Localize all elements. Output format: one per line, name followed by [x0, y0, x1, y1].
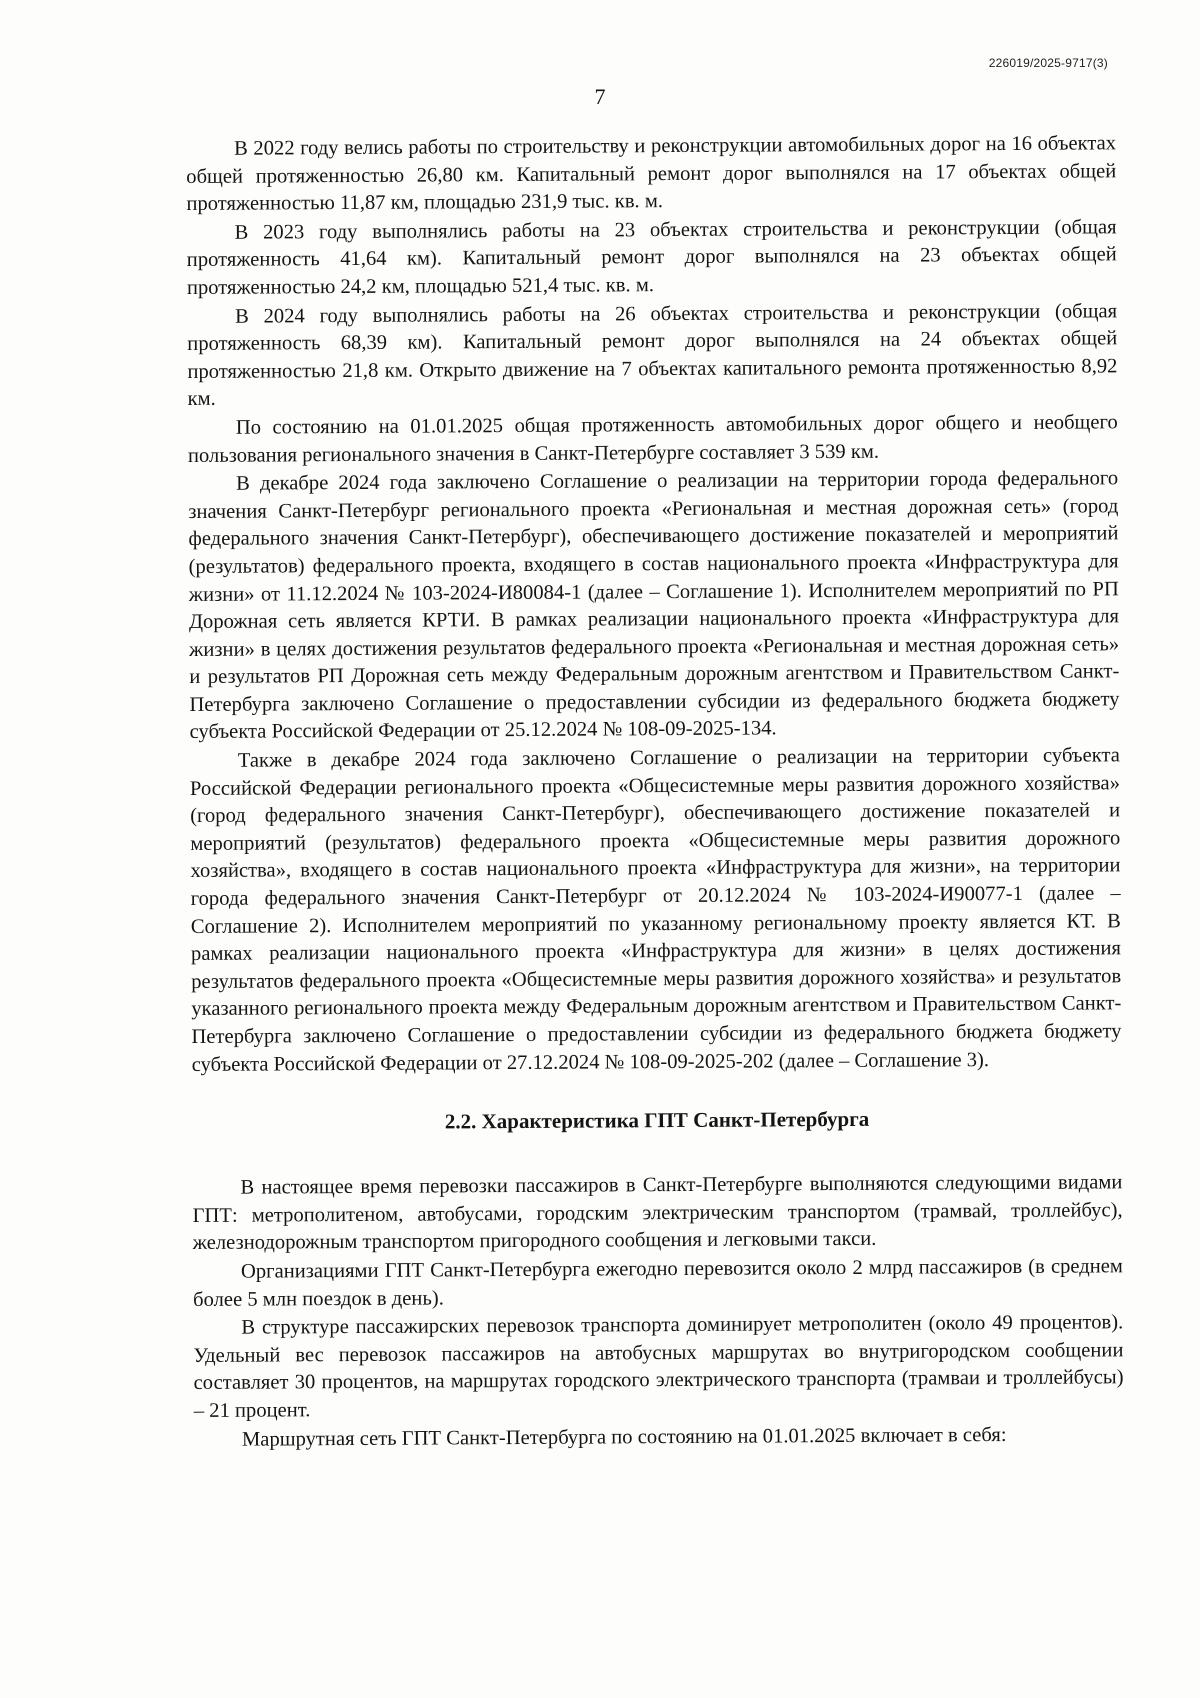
- paragraph-agreement-1: В декабре 2024 года заключено Соглашение о реализации на территории города федерального значения Санкт-Петербург регионального проекта «Региональная и местная дорожная сеть» (город федерального значения Санкт-Петербург), обеспечивающего достижение показателей и мероприятий (результатов) федерального проекта, входящего в состав национального проекта «Инфраструктура для жизни» от 11.12.2024 № 103-2024-И80084-1 (далее – Соглашение 1). Исполнителем мероприятий по РП Дорожная сеть является КРТИ. В рамках реализации национального проекта «Инфраструктура для жизни» в целях достижения результатов федерального проекта «Региональная и местная дорожная сеть» и результатов РП Дорожная сеть между Федеральным дорожным агентством и Правительством Санкт-Петербурга заключено Соглашение о предоставлении субсидии из федерального бюджета бюджету субъекта Российской Федерации от 25.12.2024 № 108-09-2025-134.: [188, 467, 1120, 744]
- paragraph-road-length: По состоянию на 01.01.2025 общая протяженность автомобильных дорог общего и необщего пользования регионального значения в Санкт-Петербурге составляет 3 539 км.: [187, 411, 1118, 467]
- paragraph-roadworks-2022: В 2022 году велись работы по строительству и реконструкции автомобильных дорог на 16 объектах общей протяженностью 26,80 км. Капитальный ремонт дорог выполнялся на 17 объектах общей протяженностью 11,87 км, площадью 231,9 тыс. кв. м.: [186, 132, 1117, 216]
- paragraph-roadworks-2024: В 2024 году выполнялись работы на 26 объектах строительства и реконструкции (общая протяженность 68,39 км). Капитальный ремонт дорог выполнялся на 24 объектах общей протяженностью 21,8 км. Открыто движение на 7 объектах капитального ремонта протяженностью 8,92 км.: [187, 299, 1118, 411]
- paragraph-transport-types: В настоящее время перевозки пассажиров в Санкт-Петербурге выполняются следующими видами ГПТ: метрополитеном, автобусами, городским электрическим транспортом (трамвай, троллейбус), железнодорожным транспортом пригородного сообщения и легковыми такси.: [192, 1171, 1123, 1255]
- paragraph-transport-structure: В структуре пассажирских перевозок транспорта доминирует метрополитен (около 49 процентов). Удельный вес перевозок пассажиров на автобусных маршрутах во внутригородском сообщении составляет 30 процентов, на маршрутах городского электрического транспорта (трамваи и троллейбусы) – 21 процент.: [193, 1311, 1124, 1422]
- paragraph-roadworks-2023: В 2023 году выполнялись работы на 23 объектах строительства и реконструкции (общая протяженность 41,64 км). Капитальный ремонт дорог выполнялся на 23 объектах общей протяженностью 24,2 км, площадью 521,4 тыс. кв. м.: [186, 216, 1117, 299]
- document-registration-number: 226019/2025-9717(3): [988, 56, 1108, 70]
- paragraph-passenger-volume: Организациями ГПТ Санкт-Петербурга ежегодно перевозится около 2 млрд пассажиров (в среднем более 5 млн поездок в день).: [193, 1255, 1123, 1311]
- paragraph-route-network: Маршрутная сеть ГПТ Санкт-Петербурга по состоянию на 01.01.2025 включает в себя:: [241, 1423, 1007, 1451]
- section-heading: 2.2. Характеристика ГПТ Санкт-Петербурга: [444, 1107, 870, 1134]
- paragraph-agreement-2-3: Также в декабре 2024 года заключено Соглашение о реализации на территории субъекта Российской Федерации регионального проекта «Общесистемные меры развития дорожного хозяйства» (город федерального значения Санкт-Петербург), обеспечивающего достижение показателей и мероприятий (результатов) федерального проекта «Общесистемные меры развития дорожного хозяйства», входящего в состав национального проекта «Инфраструктура для жизни», на территории города федерального значения Санкт-Петербург от 20.12.2024 № 103-2024-И90077-1 (далее – Соглашение 2). Исполнителем мероприятий по указанному региональному проекту является КТ. В рамках реализации национального проекта «Инфраструктура для жизни» в целях достижения результатов федерального проекта «Общесистемные меры развития дорожного хозяйства» и результатов указанного регионального проекта между Федеральным дорожным агентством и Правительством Санкт-Петербурга заключено Соглашение о предоставлении субсидии из федерального бюджета бюджету субъекта Российской Федерации от 27.12.2024 № 108-09-2025-202 (далее – Соглашение 3).: [189, 744, 1122, 1076]
- page-number: 7: [594, 84, 606, 109]
- document-body: [186, 130, 1124, 1455]
